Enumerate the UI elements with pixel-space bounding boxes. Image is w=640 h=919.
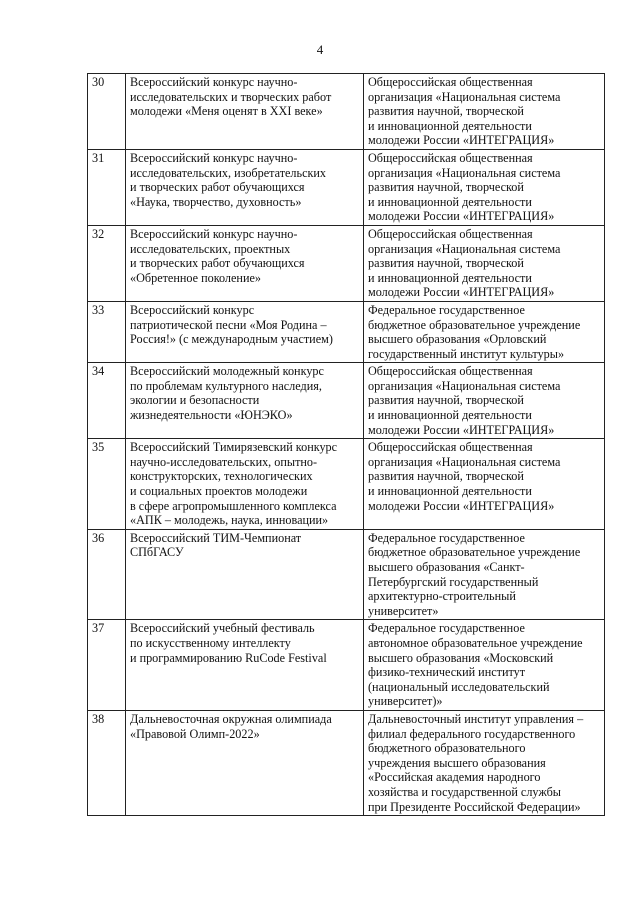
organizer-cell	[364, 74, 605, 150]
table-row	[88, 74, 605, 150]
organizer-name: Федеральное государственное автономное образовательное учреждение высшего образования «Московский физико-технический институт (национальный исследовательский университет)»	[368, 621, 583, 709]
table-row	[88, 710, 605, 815]
organizer-name: Дальневосточный институт управления – филиал федерального государственного бюджетного образовательного учреждения высшего образования «Российская академия народного хозяйства и государственной службы при Президенте Российской Федерации»	[368, 711, 584, 814]
table-row	[88, 529, 605, 620]
event-name: Всероссийский конкурс научно- исследовательских и творческих работ молодежи «Меня оценят в XXI веке»	[130, 75, 332, 119]
row-number: 35	[88, 439, 126, 530]
organizer-cell	[364, 149, 605, 225]
organizer-cell	[364, 439, 605, 530]
page-number: 4	[316, 42, 324, 57]
organizer-cell	[364, 529, 605, 620]
row-number: 36	[88, 529, 126, 620]
event-name-cell	[126, 620, 364, 711]
event-name: Всероссийский ТИМ-Чемпионат СПбГАСУ	[130, 530, 302, 560]
table-row	[88, 439, 605, 530]
row-number: 38	[88, 710, 126, 815]
organizer-cell	[364, 620, 605, 711]
event-name: Всероссийский конкурс научно- исследовательских, изобретательских и творческих работ обучающихся «Наука, творчество, духовность»	[130, 150, 327, 209]
organizer-name: Общероссийская общественная организация «Национальная система развития научной, творческой и инновационной деятельности молодежи России «ИНТЕГРАЦИЯ»	[368, 226, 561, 300]
event-name: Всероссийский молодежный конкурс по проблемам культурного наследия, экологии и безопасности жизнедеятельности «ЮНЭКО»	[130, 364, 324, 423]
event-name: Дальневосточная окружная олимпиада «Правовой Олимп-2022»	[130, 711, 332, 741]
organizer-name: Федеральное государственное бюджетное образовательное учреждение высшего образования «Орловский государственный институт культуры»	[368, 302, 581, 361]
event-name-cell	[126, 529, 364, 620]
event-name: Всероссийский учебный фестиваль по искусственному интеллекту и программированию RuCode Festival	[130, 621, 327, 665]
event-name-cell	[126, 225, 364, 301]
organizer-cell	[364, 225, 605, 301]
organizer-name: Общероссийская общественная организация «Национальная система развития научной, творческой и инновационной деятельности молодежи России «ИНТЕГРАЦИЯ»	[368, 440, 561, 513]
event-name-cell	[126, 149, 364, 225]
table-row	[88, 363, 605, 439]
event-name: Всероссийский конкурс научно- исследовательских, проектных и творческих работ обучающихся «Обретенное поколение»	[130, 226, 305, 285]
row-number: 32	[88, 225, 126, 301]
row-number: 33	[88, 301, 126, 362]
event-name-cell	[126, 301, 364, 362]
table-row	[88, 149, 605, 225]
organizer-cell	[364, 301, 605, 362]
event-name-cell	[126, 363, 364, 439]
row-number: 31	[88, 149, 126, 225]
events-table	[87, 73, 605, 816]
table-row	[88, 620, 605, 711]
row-number: 34	[88, 363, 126, 439]
event-name: Всероссийский Тимирязевский конкурс научно-исследовательских, опытно- конструкторских, технологических и социальных проектов молодежи в сфере агропромышленного комплекса «АПК – молодежь, наука, инновации»	[130, 440, 338, 528]
event-name-cell	[126, 710, 364, 815]
event-name-cell	[126, 439, 364, 530]
organizer-name: Общероссийская общественная организация «Национальная система развития научной, творческой и инновационной деятельности молодежи России «ИНТЕГРАЦИЯ»	[368, 75, 561, 148]
organizer-cell	[364, 710, 605, 815]
row-number: 30	[88, 74, 126, 150]
row-number: 37	[88, 620, 126, 711]
event-name: Всероссийский конкурс патриотической песни «Моя Родина – Россия!» (с международным участием)	[130, 302, 333, 347]
organizer-name: Общероссийская общественная организация «Национальная система развития научной, творческой и инновационной деятельности молодежи России «ИНТЕГРАЦИЯ»	[368, 364, 561, 437]
organizer-name: Общероссийская общественная организация «Национальная система развития научной, творческой и инновационной деятельности молодежи России «ИНТЕГРАЦИЯ»	[368, 150, 561, 224]
organizer-name: Федеральное государственное бюджетное образовательное учреждение высшего образования «Санкт- Петербургский государственный архитектурно-строительный университет»	[368, 530, 581, 618]
organizer-cell	[364, 363, 605, 439]
table-row	[88, 225, 605, 301]
table-row	[88, 301, 605, 362]
event-name-cell	[126, 74, 364, 150]
